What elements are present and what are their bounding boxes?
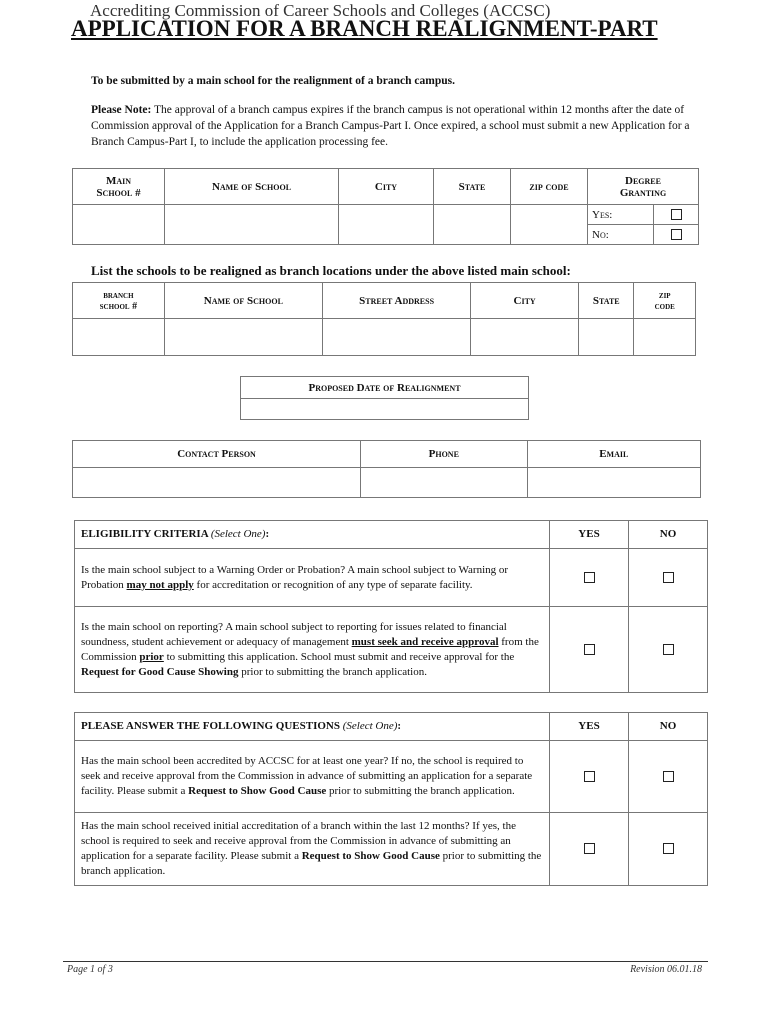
main-school-table: [72, 168, 699, 245]
page-number: Page 1 of 3: [67, 964, 113, 975]
main-school-number-field[interactable]: [73, 205, 165, 245]
col-branch-zip: zip code: [634, 283, 696, 319]
col-city: City: [339, 169, 434, 205]
main-school-state-field[interactable]: [434, 205, 511, 245]
eligibility-table: [74, 520, 708, 693]
proposed-date-field[interactable]: [241, 399, 529, 420]
degree-yes-label: Yes:: [588, 205, 654, 225]
eligibility-question-2: Is the main school on reporting? A main school subject to reporting for issues related to financial soundness, student achievement or adequacy of management must seek and receive approval from the Commission prior to submitting this application. School must submit and receive approval for the Request for Good Cause Showing prior to submitting the branch application.: [75, 607, 550, 693]
revision-date: Revision 06.01.18: [630, 964, 702, 975]
organization-name: Accrediting Commission of Career Schools and Colleges (ACCSC): [90, 1, 551, 20]
branch-table: [72, 282, 696, 356]
please-note-text: The approval of a branch campus expires if the branch campus is not operational within 12 months after the date of Commission approval of the Application for a Branch Campus-Part I. Once expired, a school must submit a new Application for a Branch Campus-Part I, to include the application processing fee.: [91, 104, 690, 148]
degree-no-label: No:: [588, 225, 654, 245]
question-1-no-checkbox[interactable]: [663, 771, 674, 782]
eligibility-q2-yes-checkbox[interactable]: [584, 644, 595, 655]
main-school-zip-field[interactable]: [511, 205, 588, 245]
col-email: Email: [527, 441, 700, 468]
eligibility-yes-header: YES: [550, 521, 629, 549]
branch-city-field[interactable]: [471, 319, 579, 356]
col-state: State: [434, 169, 511, 205]
col-branch-state: State: [579, 283, 634, 319]
degree-no-checkbox[interactable]: [671, 229, 682, 240]
branch-zip-field[interactable]: [634, 319, 696, 356]
contact-person-field[interactable]: [73, 468, 361, 498]
eligibility-q2-no-checkbox[interactable]: [663, 644, 674, 655]
main-school-name-field[interactable]: [165, 205, 339, 245]
branch-list-heading: List the schools to be realigned as branch locations under the above listed main school:: [91, 263, 571, 278]
proposed-date-label: Proposed Date of Realignment: [241, 377, 529, 399]
questions-yes-header: YES: [550, 713, 629, 741]
branch-street-field[interactable]: [323, 319, 471, 356]
eligibility-question-1: Is the main school subject to a Warning Order or Probation? A main school subject to Warning or Probation may not apply for accreditation or recognition of any type of separate facility.: [75, 549, 550, 607]
question-1-yes-checkbox[interactable]: [584, 771, 595, 782]
main-school-city-field[interactable]: [339, 205, 434, 245]
col-phone: Phone: [361, 441, 527, 468]
question-2-no-checkbox[interactable]: [663, 843, 674, 854]
branch-state-field[interactable]: [579, 319, 634, 356]
footer-divider: [63, 961, 708, 962]
proposed-date-table: [240, 376, 529, 420]
degree-yes-checkbox[interactable]: [671, 209, 682, 220]
submission-note: To be submitted by a main school for the realignment of a branch campus.: [91, 75, 455, 87]
question-2: Has the main school received initial accreditation of a branch within the last 12 months? If yes, the school is required to seek and receive approval from the Commission in advance of submitting an application for a separate facility. Please submit a Request to Show Good Cause prior to submitting the branch application.: [75, 813, 550, 886]
eligibility-no-header: NO: [629, 521, 708, 549]
eligibility-q1-yes-checkbox[interactable]: [584, 572, 595, 583]
col-branch-school: branch school #: [73, 283, 165, 319]
question-2-yes-checkbox[interactable]: [584, 843, 595, 854]
col-degree-granting: Degree Granting: [588, 169, 699, 205]
col-contact-person: Contact Person: [73, 441, 361, 468]
questions-table: [74, 712, 708, 886]
contact-table: [72, 440, 701, 498]
branch-name-field[interactable]: [164, 319, 322, 356]
col-branch-name: Name of School: [164, 283, 322, 319]
please-note-label: Please Note:: [91, 104, 152, 116]
branch-number-field[interactable]: [73, 319, 165, 356]
email-field[interactable]: [527, 468, 700, 498]
questions-heading: PLEASE ANSWER THE FOLLOWING QUESTIONS (Select One):: [75, 713, 550, 741]
col-zip-code: zip code: [511, 169, 588, 205]
eligibility-q1-no-checkbox[interactable]: [663, 572, 674, 583]
questions-no-header: NO: [629, 713, 708, 741]
col-branch-city: City: [471, 283, 579, 319]
eligibility-heading: ELIGIBILITY CRITERIA (Select One):: [75, 521, 550, 549]
col-street-address: Street Address: [323, 283, 471, 319]
please-note-paragraph: [91, 102, 706, 150]
phone-field[interactable]: [361, 468, 527, 498]
col-name-of-school: Name of School: [165, 169, 339, 205]
page-title: APPLICATION FOR A BRANCH REALIGNMENT-PART: [71, 16, 658, 41]
question-1: Has the main school been accredited by ACCSC for at least one year? If no, the school is required to seek and receive approval from the Commission in advance of submitting an application for a separate facility. Please submit a Request to Show Good Cause prior to submitting the branch application.: [75, 741, 550, 813]
col-main-school: Main School #: [73, 169, 165, 205]
